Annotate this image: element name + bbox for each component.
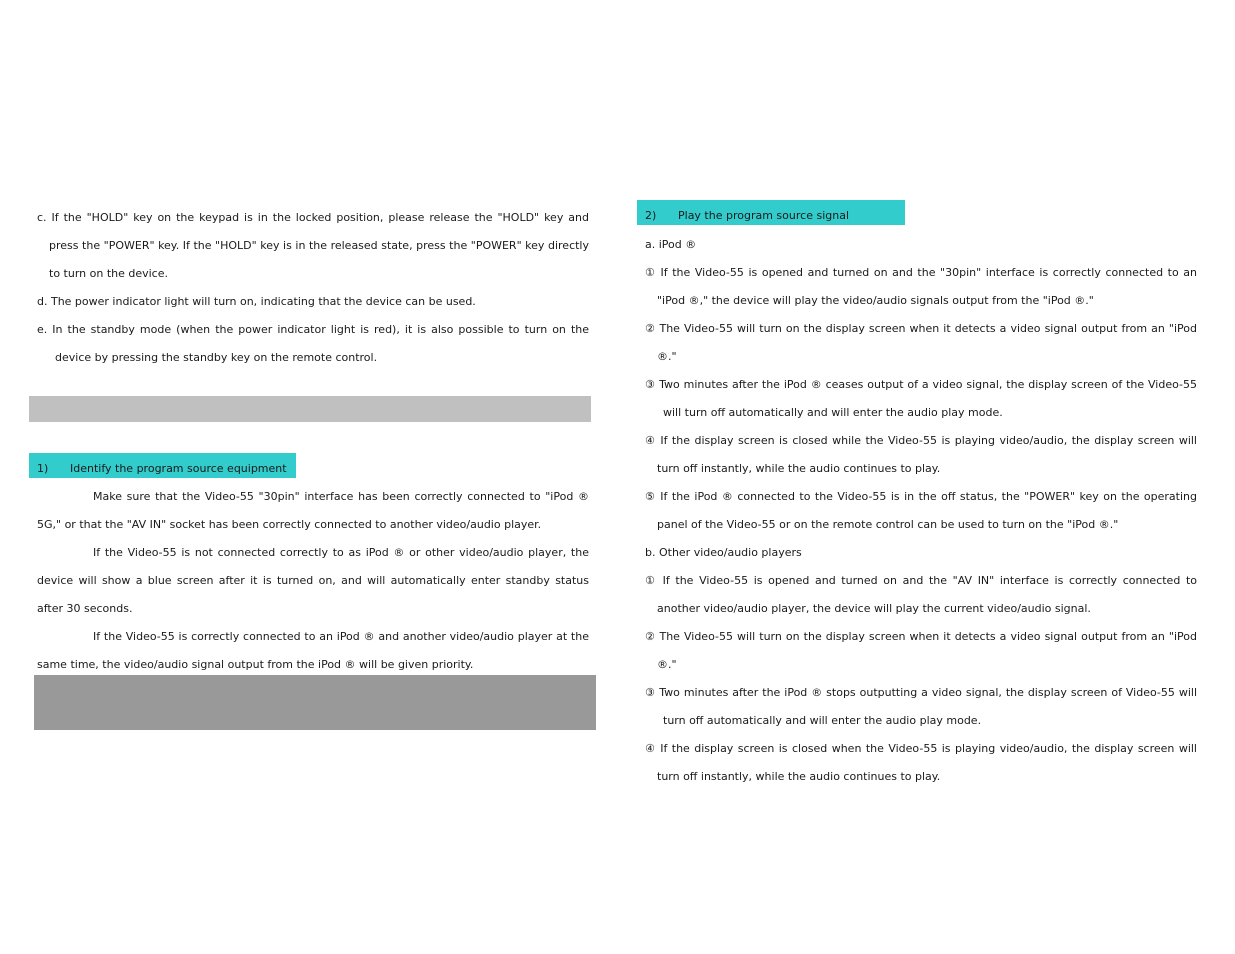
power-step-c: c. If the "HOLD" key on the keypad is in the locked position, please release the "HOLD" key and press the "POWER" key. If the "HOLD" key is in the released state, press the "POWER" key directly to turn on the device.	[37, 211, 589, 280]
power-step-d: d. The power indicator light will turn on, indicating that the device can be used.	[37, 295, 476, 308]
list-item: ③ Two minutes after the iPod ® stops outputting a video signal, the display screen of Video-55 will turn off automatically and will enter the audio play mode.	[645, 686, 1197, 727]
left-column	[37, 204, 589, 372]
section-divider-bar	[29, 396, 591, 422]
list-item: ② The Video-55 will turn on the display screen when it detects a video signal output from an "iPod ®."	[645, 630, 1197, 671]
subsection-b-heading: b. Other video/audio players	[645, 546, 802, 559]
list-item: ⑤ If the iPod ® connected to the Video-55 is in the off status, the "POWER" key on the operating panel of the Video-55 or on the remote control can be used to turn on the "iPod ®."	[645, 490, 1197, 531]
section-2-title: Play the program source signal	[678, 209, 849, 222]
section-1-paragraph: Make sure that the Video-55 "30pin" interface has been correctly connected to "iPod ® 5G," or that the "AV IN" socket has been correctly connected to another video/audio player.	[37, 490, 589, 531]
section-1-body	[37, 483, 589, 679]
list-item: ① If the Video-55 is opened and turned on and the "AV IN" interface is correctly connected to another video/audio player, the device will play the current video/audio signal.	[645, 574, 1197, 615]
section-1-paragraph: If the Video-55 is not connected correctly to as iPod ® or other video/audio player, the device will show a blue screen after it is turned on, and will automatically enter standby status after 30 seconds.	[37, 546, 589, 615]
list-item: ② The Video-55 will turn on the display screen when it detects a video signal output from an "iPod ®."	[645, 322, 1197, 363]
section-1-heading	[29, 453, 296, 478]
section-1-title: Identify the program source equipment	[70, 462, 287, 475]
list-item: ③ Two minutes after the iPod ® ceases output of a video signal, the display screen of the Video-55 will turn off automatically and will enter the audio play mode.	[645, 378, 1197, 419]
list-item: ④ If the display screen is closed when the Video-55 is playing video/audio, the display screen will turn off instantly, while the audio continues to play.	[645, 742, 1197, 783]
power-step-e: e. In the standby mode (when the power indicator light is red), it is also possible to turn on the device by pressing the standby key on the remote control.	[37, 323, 589, 364]
list-item: ④ If the display screen is closed while the Video-55 is playing video/audio, the display screen will turn off instantly, while the audio continues to play.	[645, 434, 1197, 475]
section-1-paragraph: If the Video-55 is correctly connected to an iPod ® and another video/audio player at the same time, the video/audio signal output from the iPod ® will be given priority.	[37, 630, 589, 671]
list-item: ① If the Video-55 is opened and turned on and the "30pin" interface is correctly connected to an "iPod ®," the device will play the video/audio signals output from the "iPod ®."	[645, 266, 1197, 307]
subsection-a-heading: a. iPod ®	[645, 238, 697, 251]
section-1-number: 1)	[37, 462, 49, 475]
section-2-heading	[637, 200, 905, 225]
section-footer-bar	[34, 675, 596, 730]
section-2-number: 2)	[645, 209, 657, 222]
right-column	[645, 231, 1197, 791]
